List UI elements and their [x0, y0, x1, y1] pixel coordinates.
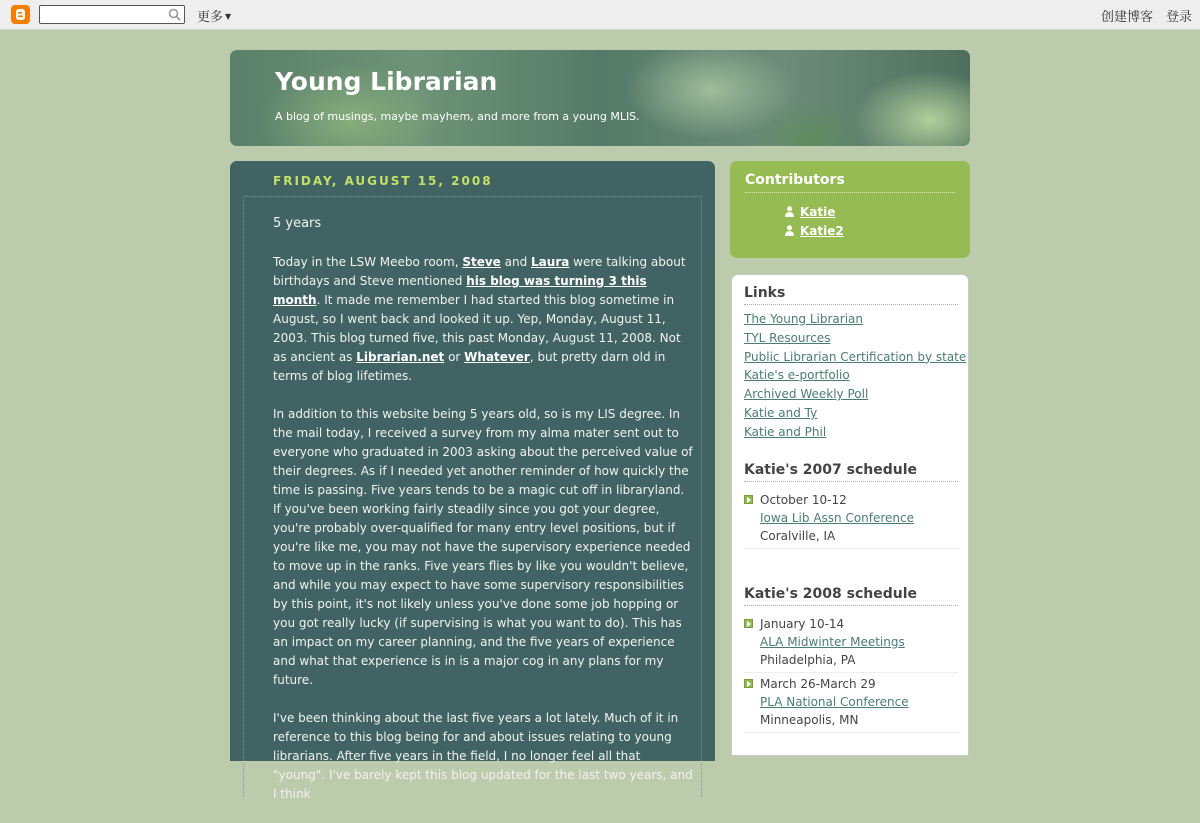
post-paragraph-3: I've been thinking about the last five years a lot lately. Much of it in reference to this blog being for and about issues relating to young librarians. After five years in the field, I no longer feel all that "young". I've barely kept this blog updated for the last two years, and I think — [273, 711, 693, 801]
link-tyl-resources[interactable]: TYL Resources — [744, 330, 831, 345]
contributors-heading: Contributors — [745, 172, 955, 193]
link-certification-by-state[interactable]: Public Librarian Certification by state — [744, 349, 967, 364]
schedule-2007-heading: Katie's 2007 schedule — [744, 462, 958, 482]
post-body — [273, 253, 693, 823]
person-icon — [785, 206, 794, 217]
blog-description: A blog of musings, maybe mayhem, and more from a young MLIS. — [275, 110, 640, 123]
post-paragraph-1: Today in the LSW Meebo room, Steve and Laura were talking about birthdays and Steve mentioned his blog was turning 3 this month. It made me remember I had started this blog sometime in August, so I went back and looked it up. Yep, Monday, August 11, 2003. This blog turned five, this past Monday, August 11, 2008. Not as ancient as Librarian.net or Whatever, but pretty darn old in terms of blog lifetimes. — [273, 255, 686, 383]
more-label: 更多 — [197, 10, 224, 25]
event-link[interactable]: Iowa Lib Assn Conference — [760, 511, 915, 525]
blogger-logo-icon[interactable] — [11, 5, 30, 24]
whatever-link[interactable]: Whatever — [464, 350, 530, 364]
post-title: 5 years — [273, 216, 322, 231]
blog-title[interactable]: Young Librarian — [275, 67, 498, 96]
sidebar — [731, 274, 969, 756]
more-menu-button[interactable] — [197, 6, 231, 25]
link-katies-eportfolio[interactable]: Katie's e-portfolio — [744, 368, 850, 383]
contributor-item — [785, 205, 835, 219]
event-link[interactable]: ALA Midwinter Meetings — [760, 635, 905, 649]
login-link[interactable]: 登录 — [1166, 10, 1193, 25]
main-column — [230, 161, 715, 801]
link-the-young-librarian[interactable]: The Young Librarian — [744, 312, 864, 326]
schedule-event — [744, 615, 958, 669]
event-place: Minneapolis, MN — [760, 713, 859, 727]
contributor-link-katie2[interactable]: Katie2 — [800, 224, 844, 238]
steve-link[interactable]: Steve — [462, 255, 501, 269]
event-place: Coralville, IA — [760, 529, 836, 543]
schedule-event — [744, 491, 958, 545]
post-date: FRIDAY, AUGUST 15, 2008 — [273, 174, 493, 188]
event-place: Philadelphia, PA — [760, 653, 856, 667]
blogger-navbar — [0, 0, 1200, 30]
steve-blog-link[interactable]: his blog was turning 3 this month — [273, 274, 647, 307]
arrow-right-icon — [744, 495, 753, 504]
event-date: January 10-14 — [760, 617, 845, 631]
search-icon[interactable] — [168, 8, 181, 21]
link-katie-and-ty[interactable]: Katie and Ty — [744, 405, 818, 420]
schedule-2008-heading: Katie's 2008 schedule — [744, 586, 958, 606]
divider — [744, 672, 958, 673]
arrow-right-icon — [744, 619, 753, 628]
blog-header — [230, 50, 970, 146]
divider — [744, 548, 958, 549]
librarian-net-link[interactable]: Librarian.net — [356, 350, 445, 364]
contributor-link-katie[interactable]: Katie — [800, 205, 836, 219]
post-paragraph-2: In addition to this website being 5 years old, so is my LIS degree. In the mail today, I received a survey from my alma mater sent out to everyone who graduated in 2003 asking about the perceived value of their degrees. As if I needed yet another reminder of how quickly the time is passing. Five years tends to be a magic cut off in libraryland. If you've been working fairly steadily since you got your degree, you're probably over-qualified for many entry level positions, but if you're like me, you may not have the supervisory experience needed to move up in the ranks. Five years flies by like you wouldn't believe, and while you may expect to have some supervisory responsibilities by this point, it's not likely unless you've done some job hopping or you got really lucky (if supervising is what you want to do). This has an impact on my career planning, and the five years of experience and what that experience is in is a major cog in any plans for my future. — [273, 407, 693, 687]
laura-link[interactable]: Laura — [531, 255, 570, 269]
contributor-item — [785, 224, 844, 238]
link-katie-and-phil[interactable]: Katie and Phil — [744, 424, 827, 439]
links-list — [744, 310, 966, 442]
links-heading: Links — [744, 285, 958, 305]
contributors-widget — [730, 161, 970, 258]
event-date: October 10-12 — [760, 493, 847, 507]
event-date: March 26-March 29 — [760, 677, 876, 691]
schedule-event — [744, 675, 958, 729]
person-icon — [785, 225, 794, 236]
create-blog-link[interactable]: 创建博客 — [1101, 10, 1154, 25]
arrow-right-icon — [744, 679, 753, 688]
divider — [744, 732, 958, 733]
event-link[interactable]: PLA National Conference — [760, 695, 909, 709]
blog-search-input[interactable] — [39, 5, 185, 24]
link-archived-weekly-poll[interactable]: Archived Weekly Poll — [744, 387, 869, 402]
caret-down-icon: ▼ — [225, 12, 232, 21]
